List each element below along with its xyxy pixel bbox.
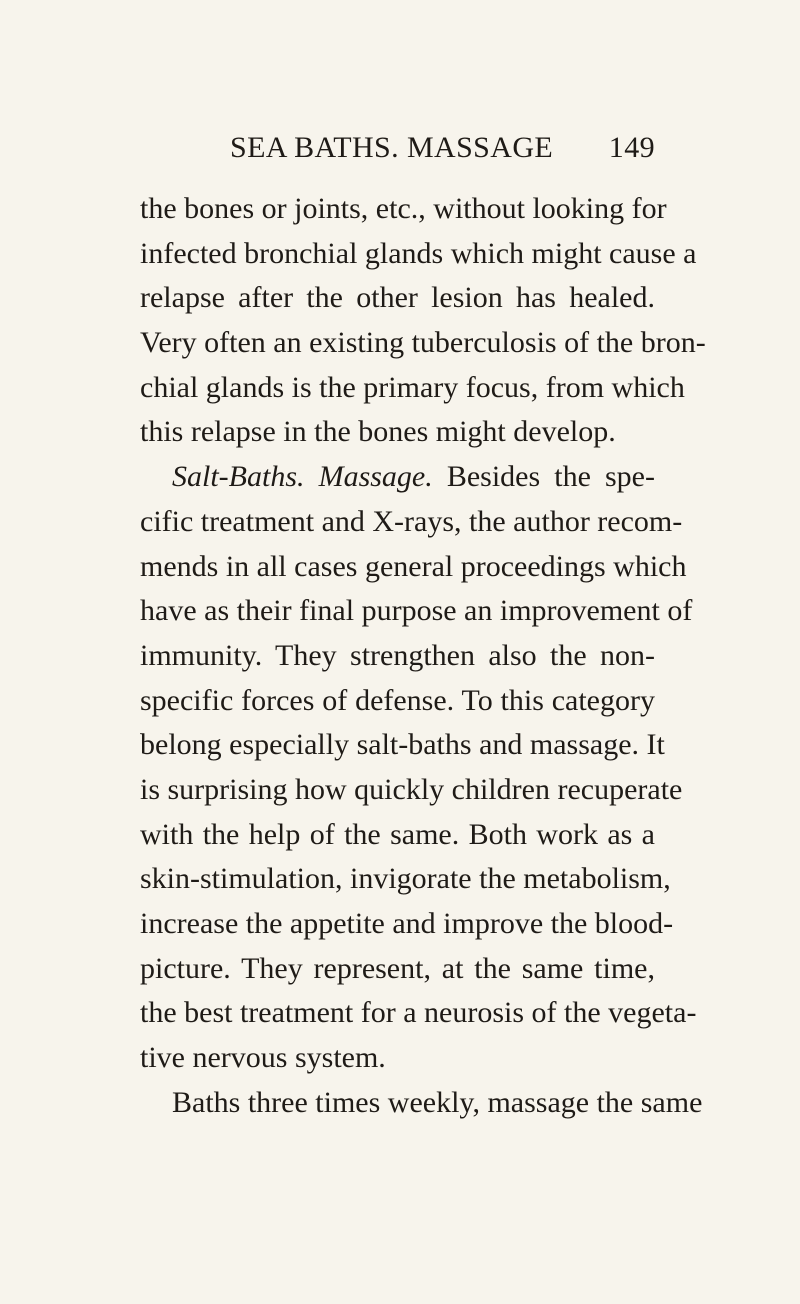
text-line: cific treatment and X-rays, the author recom-	[140, 504, 683, 538]
text-line: immunity. They strengthen also the non-	[140, 638, 655, 672]
section-lead-text: Besides the spe-	[446, 460, 655, 494]
text-line: skin-stimulation, invigorate the metabolism,	[140, 862, 671, 896]
text-line: is surprising how quickly children recuperate	[140, 772, 683, 806]
running-title: SEA BATHS. MASSAGE	[230, 131, 554, 164]
text-line: this relapse in the bones might develop.	[140, 415, 616, 449]
text-line: picture. They represent, at the same time,	[140, 951, 655, 985]
section-heading: Salt-Baths. Massage.	[172, 460, 433, 494]
text-line: mends in all cases general proceedings which	[140, 549, 687, 583]
text-line: belong especially salt-baths and massage. It	[140, 728, 665, 762]
text-line: Baths three times weekly, massage the same	[172, 1085, 703, 1119]
text-line: infected bronchial glands which might cause a	[140, 236, 697, 270]
text-line: increase the appetite and improve the blood-	[140, 907, 674, 940]
body-text	[140, 187, 706, 1125]
text-line: the best treatment for a neurosis of the vegeta-	[140, 996, 697, 1030]
text-line: tive nervous system.	[140, 1041, 386, 1075]
text-line: chial glands is the primary focus, from which	[140, 370, 685, 404]
section-lead-line	[140, 455, 655, 500]
text-line: specific forces of defense. To this category	[140, 683, 655, 717]
text-line: the bones or joints, etc., without looking for	[140, 192, 667, 225]
text-line: have as their final purpose an improvement of	[140, 594, 693, 628]
text-line: relapse after the other lesion has healed.	[140, 281, 655, 315]
running-head	[230, 131, 655, 171]
page-number: 149	[608, 131, 655, 164]
text-line: Very often an existing tuberculosis of the bron-	[140, 326, 706, 360]
text-line: with the help of the same. Both work as a	[140, 817, 655, 851]
